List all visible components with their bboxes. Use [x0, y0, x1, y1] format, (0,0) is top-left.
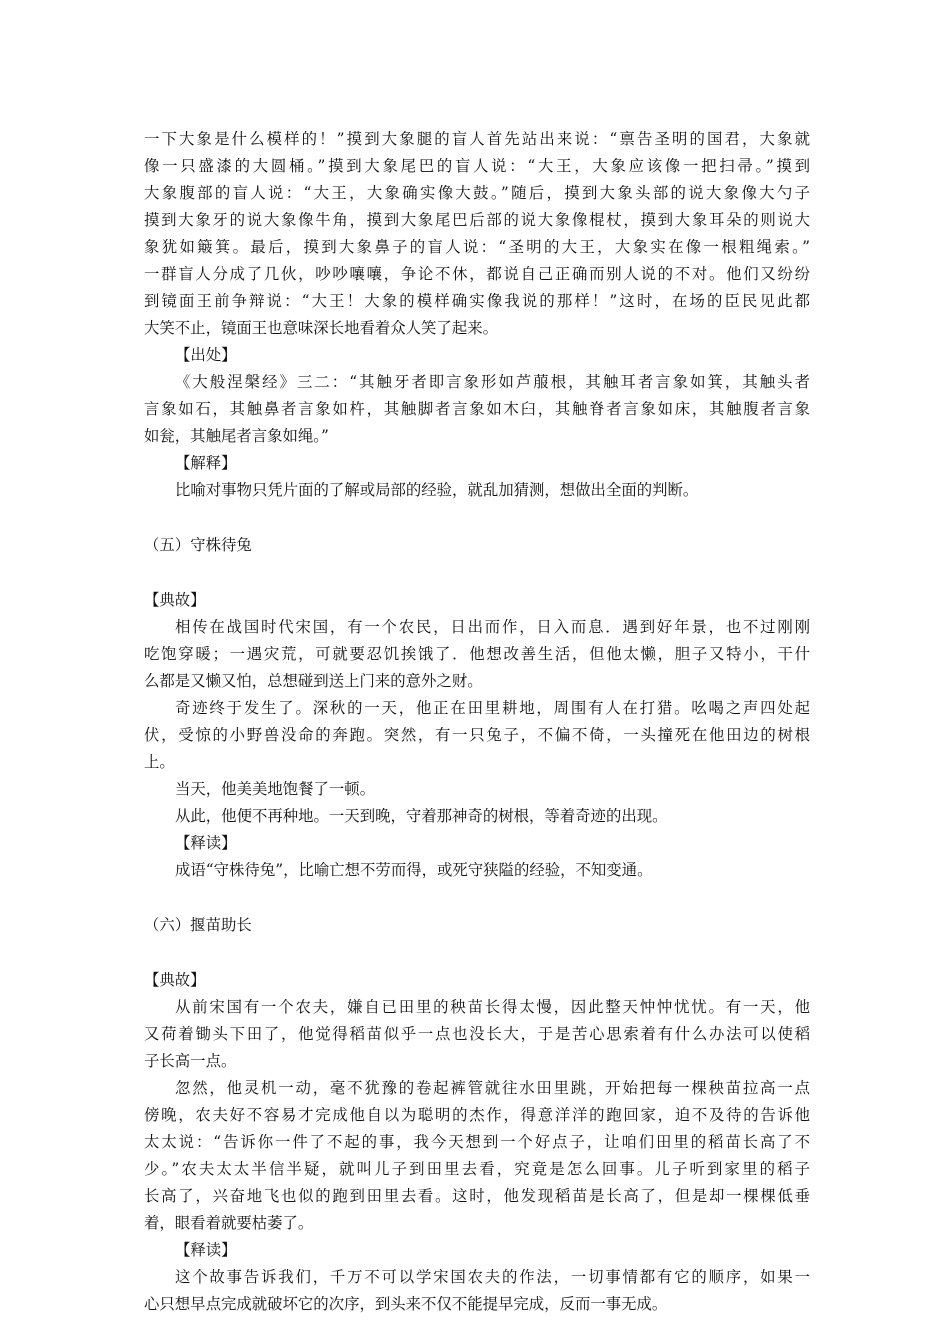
text-line: 如瓮，其触尾者言象如绳。” [144, 427, 329, 445]
text-line: 又荷着锄头下田了，他觉得稻苗似乎一点也没长大，于是苦心思索着有什么办法可以使稻 [144, 1025, 810, 1043]
elephant-story-paragraph [144, 126, 810, 342]
section-title: （六）揠苗助长 [144, 916, 252, 934]
text-line: 太太说：“告诉你一件了不起的事，我今天想到一个好点子，让咱们田里的稻苗长高了不 [144, 1133, 810, 1151]
document-page [144, 126, 810, 1318]
text-line: 着，眼看着就要枯萎了。 [144, 1214, 314, 1232]
text-line: 心只想早点完成就破坏它的次序，到头来不仅不能提早完成，反而一事无成。 [144, 1295, 668, 1313]
story-paragraph [144, 994, 810, 1075]
text-line: 《大般涅槃经》三二：“其触牙者即言象形如芦菔根，其触耳者言象如箕，其触头者 [175, 373, 810, 391]
text-line: 摸到大象牙的说大象像牛角，摸到大象尾巴后部的说大象像棍杖，摸到大象耳朵的则说大 [144, 211, 810, 229]
text-line: 一群盲人分成了几伙，吵吵嚷嚷，争论不休，都说自己正确而别人说的不对。他们又纷纷 [144, 265, 810, 283]
text-line: 吃饱穿暖；一遇灾荒，可就要忍饥挨饿了．他想改善生活，但他太懒，胆子又特小，干什 [144, 645, 810, 663]
text-line: 这个故事告诉我们，千万不可以学宋国农夫的作法，一切事情都有它的顺序，如果一 [175, 1268, 810, 1286]
interpretation-paragraph [144, 1264, 810, 1318]
text-line: 从前宋国有一个农夫，嫌自已田里的秧苗长得太慢，因此整天忡忡忧忧。有一天，他 [175, 998, 810, 1016]
text-line: 子长高一点。 [144, 1052, 237, 1070]
story-heading: 【典故】 [144, 591, 206, 609]
interpretation-text: 成语“守株待兔”，比喻亡想不劳而得，或死守狭隘的经验，不知变通。 [175, 861, 653, 879]
spacer [144, 884, 810, 912]
story-heading: 【典故】 [144, 971, 206, 989]
interpretation-heading: 【释读】 [175, 1241, 237, 1259]
explanation-text: 比喻对事物只凭片面的了解或局部的经验，就乱加猜测，想做出全面的判断。 [175, 481, 699, 499]
text-line: 伏，受惊的小野兽没命的奔跑。突然，有一只兔子，不偏不倚，一头撞死在他田边的树根 [144, 726, 810, 744]
spacer [144, 939, 810, 967]
text-line: 相传在战国时代宋国，有一个农民，日出而作，日入而息．遇到好年景，也不过刚刚 [175, 618, 810, 636]
text-line: 奇迹终于发生了。深秋的一天，他正在田里耕地，周围有人在打猎。吆喝之声四处起 [175, 699, 810, 717]
story-paragraph [144, 695, 810, 776]
source-paragraph [144, 369, 810, 450]
text-line: 一下大象是什么模样的！”摸到大象腿的盲人首先站出来说：“禀告圣明的国君，大象就 [144, 130, 810, 148]
text-line: 傍晚，农夫好不容易才完成他自以为聪明的杰作，得意洋洋的跑回家，迫不及待的告诉他 [144, 1106, 810, 1124]
story-paragraph [144, 614, 810, 695]
spacer [144, 504, 810, 532]
text-line: 长高了，兴奋地飞也似的跑到田里去看。这时，他发现稻苗是长高了，但是却一棵棵低垂 [144, 1187, 810, 1205]
story-paragraph [144, 1075, 810, 1237]
spacer [144, 559, 810, 587]
text-line: 忽然，他灵机一动，毫不犹豫的卷起裤管就往水田里跳，开始把每一棵秧苗拉高一点 [175, 1079, 810, 1097]
story-paragraph: 当天，他美美地饱餐了一顿。 [175, 780, 376, 798]
text-line: 大笑不止，镜面王也意味深长地看着众人笑了起来。 [144, 319, 498, 337]
source-heading: 【出处】 [175, 346, 237, 364]
section-title: （五）守株待兔 [144, 536, 252, 554]
text-line: 到镜面王前争辩说：“大王！大象的模样确实像我说的那样！”这时，在场的臣民见此都 [144, 292, 810, 310]
story-paragraph: 从此，他便不再种地。一天到晚，守着那神奇的树根，等着奇迹的出现。 [175, 807, 668, 825]
interpretation-heading: 【释读】 [175, 834, 237, 852]
text-line: 象犹如簸箕。最后，摸到大象鼻子的盲人说：“圣明的大王，大象实在像一根粗绳索。” [144, 238, 810, 256]
text-line: 像一只盛漆的大圆桶。”摸到大象尾巴的盲人说：“大王，大象应该像一把扫帚。”摸到 [144, 157, 810, 175]
text-line: 上。 [144, 753, 175, 771]
text-line: 少。”农夫太太半信半疑，就叫儿子到田里去看，究竟是怎么回事。儿子听到家里的稻子 [144, 1160, 810, 1178]
explanation-heading: 【解释】 [175, 454, 237, 472]
text-line: 大象腹部的盲人说：“大王，大象确实像大鼓。”随后，摸到大象头部的说大象像大勺子 [144, 184, 810, 202]
text-line: 言象如石，其触鼻者言象如杵，其触脚者言象如木臼，其触脊者言象如床，其触腹者言象 [144, 400, 810, 418]
text-line: 么都是又懒又怕，总想碰到送上门来的意外之财。 [144, 672, 483, 690]
